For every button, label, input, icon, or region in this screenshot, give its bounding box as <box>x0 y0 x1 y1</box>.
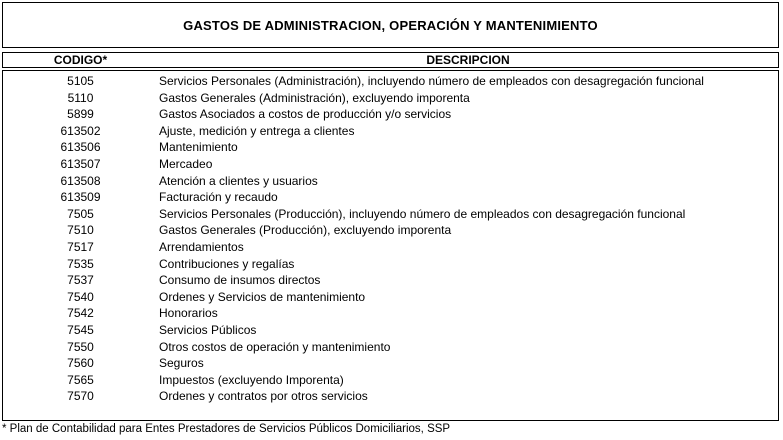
header-code: CODIGO* <box>53 53 108 67</box>
row-code: 7517 <box>67 239 94 254</box>
row-code: 7537 <box>67 273 94 288</box>
row-code: 5105 <box>67 74 94 88</box>
row-code: 613508 <box>60 173 101 188</box>
row-description: Ajuste, medición y entrega a clientes <box>159 123 355 138</box>
rows-container <box>3 73 778 405</box>
row-description: Servicios Personales (Administración), incluyendo número de empleados con desagregación funcional <box>159 74 704 88</box>
row-code: 7505 <box>67 206 94 221</box>
row-code: 613502 <box>60 123 101 138</box>
row-code: 7545 <box>67 322 94 337</box>
row-description: Facturación y recaudo <box>159 190 278 205</box>
row-code: 5899 <box>67 107 94 122</box>
row-code: 7535 <box>67 256 94 271</box>
row-code: 7510 <box>67 223 94 238</box>
table-row <box>3 239 778 256</box>
table-row <box>3 156 778 173</box>
row-description: Otros costos de operación y mantenimiento <box>159 339 391 354</box>
table-row <box>3 372 778 389</box>
row-description: Honorarios <box>159 306 218 321</box>
table-row <box>3 139 778 156</box>
row-code: 7550 <box>67 339 94 354</box>
table-row <box>3 388 778 405</box>
row-description: Consumo de insumos directos <box>159 273 321 288</box>
footnote: * Plan de Contabilidad para Entes Prestadores de Servicios Públicos Domiciliarios, SSP <box>2 423 451 435</box>
table-row <box>3 173 778 190</box>
row-description: Mercadeo <box>159 156 213 171</box>
row-description: Ordenes y contratos por otros servicios <box>159 389 368 404</box>
table-row <box>3 189 778 206</box>
table-row <box>3 206 778 223</box>
row-description: Servicios Personales (Producción), incluyendo número de empleados con desagregación funcional <box>159 206 686 221</box>
table-row <box>3 355 778 372</box>
table-row <box>3 73 778 90</box>
row-code: 7570 <box>67 389 94 404</box>
row-description: Ordenes y Servicios de mantenimiento <box>159 289 366 304</box>
row-code: 7540 <box>67 289 94 304</box>
table-title: GASTOS DE ADMINISTRACION, OPERACIÓN Y MANTENIMIENTO <box>183 17 598 33</box>
table-row <box>3 106 778 123</box>
row-description: Contribuciones y regalías <box>159 256 295 271</box>
row-code: 7560 <box>67 356 94 371</box>
table-row <box>3 123 778 140</box>
table-row <box>3 339 778 356</box>
row-description: Servicios Públicos <box>159 322 257 337</box>
table-row <box>3 322 778 339</box>
row-description: Impuestos (excluyendo Imporenta) <box>159 372 344 387</box>
table-row <box>3 289 778 306</box>
row-code: 613506 <box>60 140 101 155</box>
row-description: Atención a clientes y usuarios <box>159 173 318 188</box>
row-description: Gastos Generales (Producción), excluyendo imporenta <box>159 223 452 238</box>
table-row <box>3 90 778 107</box>
row-description: Gastos Generales (Administración), excluyendo imporenta <box>159 90 470 105</box>
table-row <box>3 222 778 239</box>
table-row <box>3 272 778 289</box>
row-description: Arrendamientos <box>159 239 244 254</box>
header-description: DESCRIPCION <box>426 53 510 67</box>
row-code: 7565 <box>67 372 94 387</box>
table-row <box>3 305 778 322</box>
row-code: 5110 <box>67 90 94 105</box>
title-box <box>2 2 779 48</box>
table-body <box>2 70 779 421</box>
row-code: 7542 <box>67 306 94 321</box>
table-row <box>3 256 778 273</box>
row-code: 613509 <box>60 190 101 205</box>
row-code: 613507 <box>60 156 101 171</box>
row-description: Gastos Asociados a costos de producción y/o servicios <box>159 107 452 122</box>
row-description: Mantenimiento <box>159 140 238 155</box>
row-description: Seguros <box>159 356 204 371</box>
table-header <box>2 52 779 68</box>
